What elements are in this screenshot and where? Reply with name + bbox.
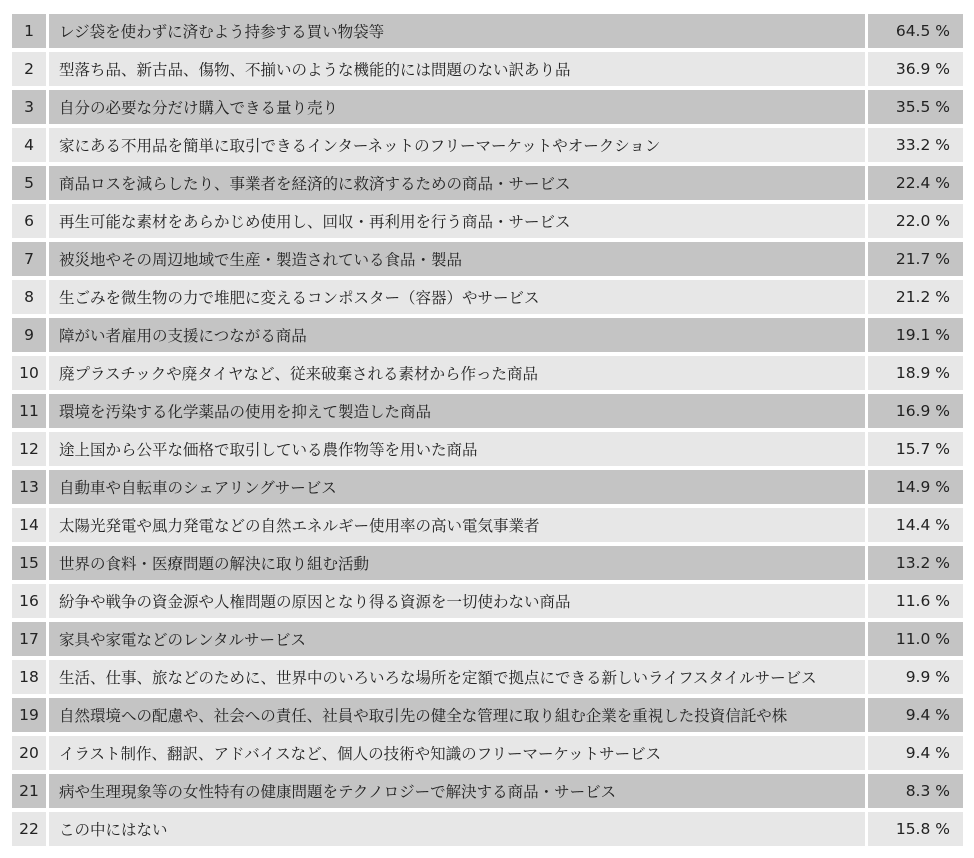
table-row: [12, 584, 963, 618]
table-row: [12, 394, 963, 428]
ranking-table-body: [12, 14, 963, 846]
rank-cell: 19: [12, 698, 49, 732]
rank-cell: 8: [12, 280, 49, 314]
percentage-value-cell: 9.4 %: [868, 698, 963, 732]
item-label-cell: 病や生理現象等の女性特有の健康問題をテクノロジーで解決する商品・サービス: [49, 774, 868, 808]
rank-cell: 13: [12, 470, 49, 504]
table-row: [12, 14, 963, 48]
item-label-cell: 型落ち品、新古品、傷物、不揃いのような機能的には問題のない訳あり品: [49, 52, 868, 86]
item-label-cell: 再生可能な素材をあらかじめ使用し、回収・再利用を行う商品・サービス: [49, 204, 868, 238]
ranking-table: [12, 10, 963, 850]
percentage-value-cell: 9.9 %: [868, 660, 963, 694]
rank-cell: 21: [12, 774, 49, 808]
percentage-value-cell: 21.7 %: [868, 242, 963, 276]
table-row: [12, 318, 963, 352]
item-label-cell: 自然環境への配慮や、社会への責任、社員や取引先の健全な管理に取り組む企業を重視した投資信託や株: [49, 698, 868, 732]
item-label-cell: 自動車や自転車のシェアリングサービス: [49, 470, 868, 504]
table-row: [12, 52, 963, 86]
rank-cell: 2: [12, 52, 49, 86]
item-label-cell: 被災地やその周辺地域で生産・製造されている食品・製品: [49, 242, 868, 276]
percentage-value-cell: 11.6 %: [868, 584, 963, 618]
rank-cell: 16: [12, 584, 49, 618]
rank-cell: 4: [12, 128, 49, 162]
percentage-value-cell: 22.4 %: [868, 166, 963, 200]
table-row: [12, 470, 963, 504]
percentage-value-cell: 22.0 %: [868, 204, 963, 238]
table-row: [12, 128, 963, 162]
item-label-cell: この中にはない: [49, 812, 868, 846]
item-label-cell: 生ごみを微生物の力で堆肥に変えるコンポスター（容器）やサービス: [49, 280, 868, 314]
rank-cell: 5: [12, 166, 49, 200]
table-row: [12, 242, 963, 276]
table-row: [12, 508, 963, 542]
percentage-value-cell: 36.9 %: [868, 52, 963, 86]
table-row: [12, 546, 963, 580]
table-row: [12, 204, 963, 238]
item-label-cell: イラスト制作、翻訳、アドバイスなど、個人の技術や知識のフリーマーケットサービス: [49, 736, 868, 770]
rank-cell: 7: [12, 242, 49, 276]
rank-cell: 6: [12, 204, 49, 238]
percentage-value-cell: 11.0 %: [868, 622, 963, 656]
percentage-value-cell: 14.4 %: [868, 508, 963, 542]
item-label-cell: 途上国から公平な価格で取引している農作物等を用いた商品: [49, 432, 868, 466]
percentage-value-cell: 14.9 %: [868, 470, 963, 504]
rank-cell: 10: [12, 356, 49, 390]
rank-cell: 20: [12, 736, 49, 770]
item-label-cell: 紛争や戦争の資金源や人権問題の原因となり得る資源を一切使わない商品: [49, 584, 868, 618]
percentage-value-cell: 21.2 %: [868, 280, 963, 314]
percentage-value-cell: 15.7 %: [868, 432, 963, 466]
item-label-cell: 家にある不用品を簡単に取引できるインターネットのフリーマーケットやオークション: [49, 128, 868, 162]
item-label-cell: 環境を汚染する化学薬品の使用を抑えて製造した商品: [49, 394, 868, 428]
percentage-value-cell: 35.5 %: [868, 90, 963, 124]
rank-cell: 15: [12, 546, 49, 580]
rank-cell: 14: [12, 508, 49, 542]
rank-cell: 17: [12, 622, 49, 656]
item-label-cell: 障がい者雇用の支援につながる商品: [49, 318, 868, 352]
rank-cell: 1: [12, 14, 49, 48]
table-row: [12, 90, 963, 124]
item-label-cell: 廃プラスチックや廃タイヤなど、従来破棄される素材から作った商品: [49, 356, 868, 390]
table-row: [12, 356, 963, 390]
percentage-value-cell: 33.2 %: [868, 128, 963, 162]
table-row: [12, 166, 963, 200]
item-label-cell: レジ袋を使わずに済むよう持参する買い物袋等: [49, 14, 868, 48]
table-row: [12, 622, 963, 656]
percentage-value-cell: 64.5 %: [868, 14, 963, 48]
table-row: [12, 812, 963, 846]
rank-cell: 22: [12, 812, 49, 846]
percentage-value-cell: 15.8 %: [868, 812, 963, 846]
table-row: [12, 736, 963, 770]
item-label-cell: 商品ロスを減らしたり、事業者を経済的に救済するための商品・サービス: [49, 166, 868, 200]
item-label-cell: 家具や家電などのレンタルサービス: [49, 622, 868, 656]
table-row: [12, 774, 963, 808]
item-label-cell: 自分の必要な分だけ購入できる量り売り: [49, 90, 868, 124]
table-row: [12, 698, 963, 732]
percentage-value-cell: 16.9 %: [868, 394, 963, 428]
item-label-cell: 太陽光発電や風力発電などの自然エネルギー使用率の高い電気事業者: [49, 508, 868, 542]
rank-cell: 9: [12, 318, 49, 352]
rank-cell: 18: [12, 660, 49, 694]
table-row: [12, 432, 963, 466]
percentage-value-cell: 13.2 %: [868, 546, 963, 580]
rank-cell: 3: [12, 90, 49, 124]
rank-cell: 11: [12, 394, 49, 428]
table-row: [12, 280, 963, 314]
item-label-cell: 世界の食料・医療問題の解決に取り組む活動: [49, 546, 868, 580]
table-row: [12, 660, 963, 694]
percentage-value-cell: 18.9 %: [868, 356, 963, 390]
percentage-value-cell: 8.3 %: [868, 774, 963, 808]
percentage-value-cell: 9.4 %: [868, 736, 963, 770]
rank-cell: 12: [12, 432, 49, 466]
item-label-cell: 生活、仕事、旅などのために、世界中のいろいろな場所を定額で拠点にできる新しいライフスタイルサービス: [49, 660, 868, 694]
percentage-value-cell: 19.1 %: [868, 318, 963, 352]
